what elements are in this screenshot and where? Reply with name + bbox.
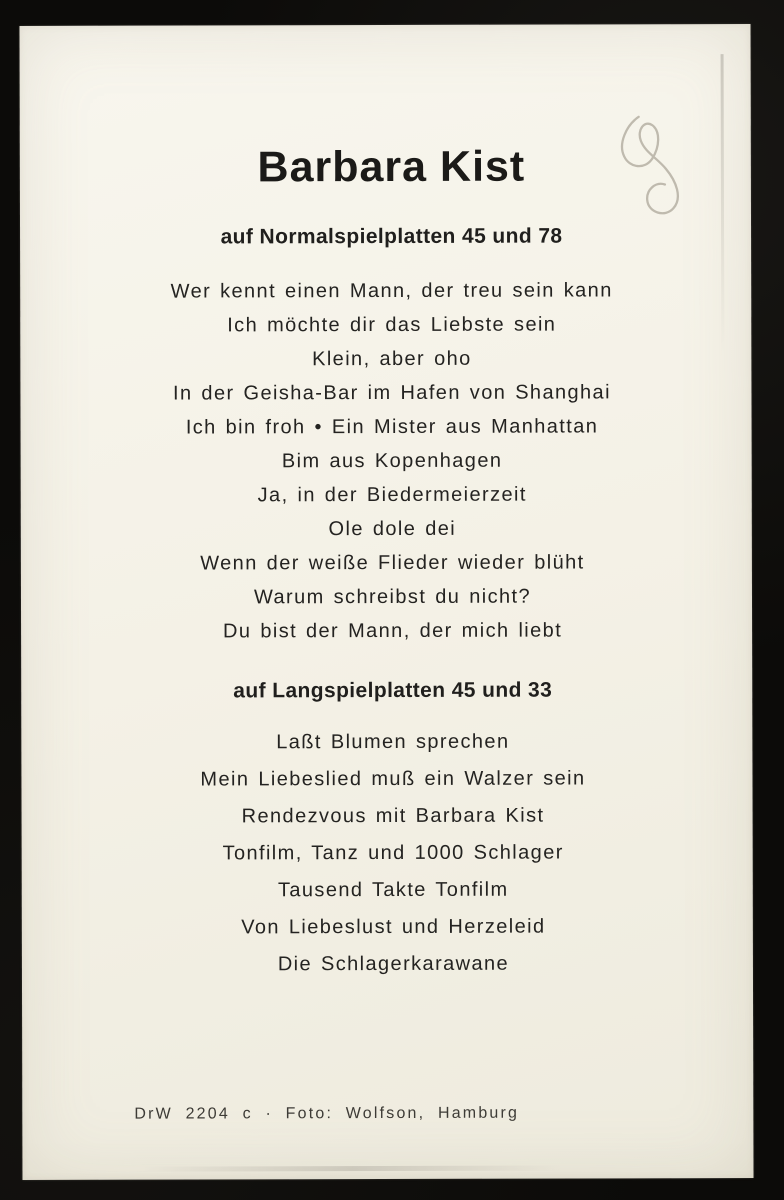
section-normalspielplatten — [20, 223, 752, 649]
song-title: Wenn der weiße Flieder wieder blüht — [200, 551, 585, 575]
song-title: Von Liebeslust und Herzeleid — [241, 915, 546, 939]
song-title: Ich möchte dir das Liebste sein — [227, 313, 557, 337]
song-title: Ich bin froh • Ein Mister aus Manhattan — [185, 415, 599, 439]
section-langspielplatten — [21, 677, 753, 984]
card-edge-smudge — [142, 1166, 562, 1172]
song-title: Rendezvous mit Barbara Kist — [241, 804, 545, 828]
song-title: Tausend Takte Tonfilm — [277, 878, 509, 902]
song-title: Klein, aber oho — [312, 347, 472, 371]
song-title: Du bist der Mann, der mich liebt — [222, 619, 563, 643]
song-title: In der Geisha-Bar im Hafen von Shanghai — [172, 381, 611, 405]
song-title: Die Schlagerkarawane — [277, 952, 510, 976]
section-heading-langspielplatten: auf Langspielplatten 45 und 33 — [233, 678, 553, 703]
song-list-normalspielplatten — [20, 273, 752, 649]
song-title: Wer kennt einen Mann, der treu sein kann — [170, 279, 613, 303]
section-heading-normalspielplatten: auf Normalspielplatten 45 und 78 — [220, 224, 563, 249]
song-title: Ole dole dei — [328, 517, 457, 541]
card-edge-highlight — [721, 54, 725, 354]
song-title: Ja, in der Biedermeierzeit — [257, 483, 527, 507]
record-card — [19, 24, 753, 1180]
card-title: Barbara Kist — [257, 142, 526, 192]
imprint-credit: DrW 2204 c · Foto: Wolfson, Hamburg — [134, 1104, 520, 1123]
song-title: Bim aus Kopenhagen — [281, 449, 503, 473]
song-title: Warum schreibst du nicht? — [253, 585, 532, 609]
song-title: Laßt Blumen sprechen — [276, 730, 510, 754]
song-list-langspielplatten — [21, 723, 753, 984]
song-title: Tonfilm, Tanz und 1000 Schlager — [222, 841, 564, 865]
song-title: Mein Liebeslied muß ein Walzer sein — [200, 767, 586, 791]
pencil-scribble — [595, 104, 710, 229]
